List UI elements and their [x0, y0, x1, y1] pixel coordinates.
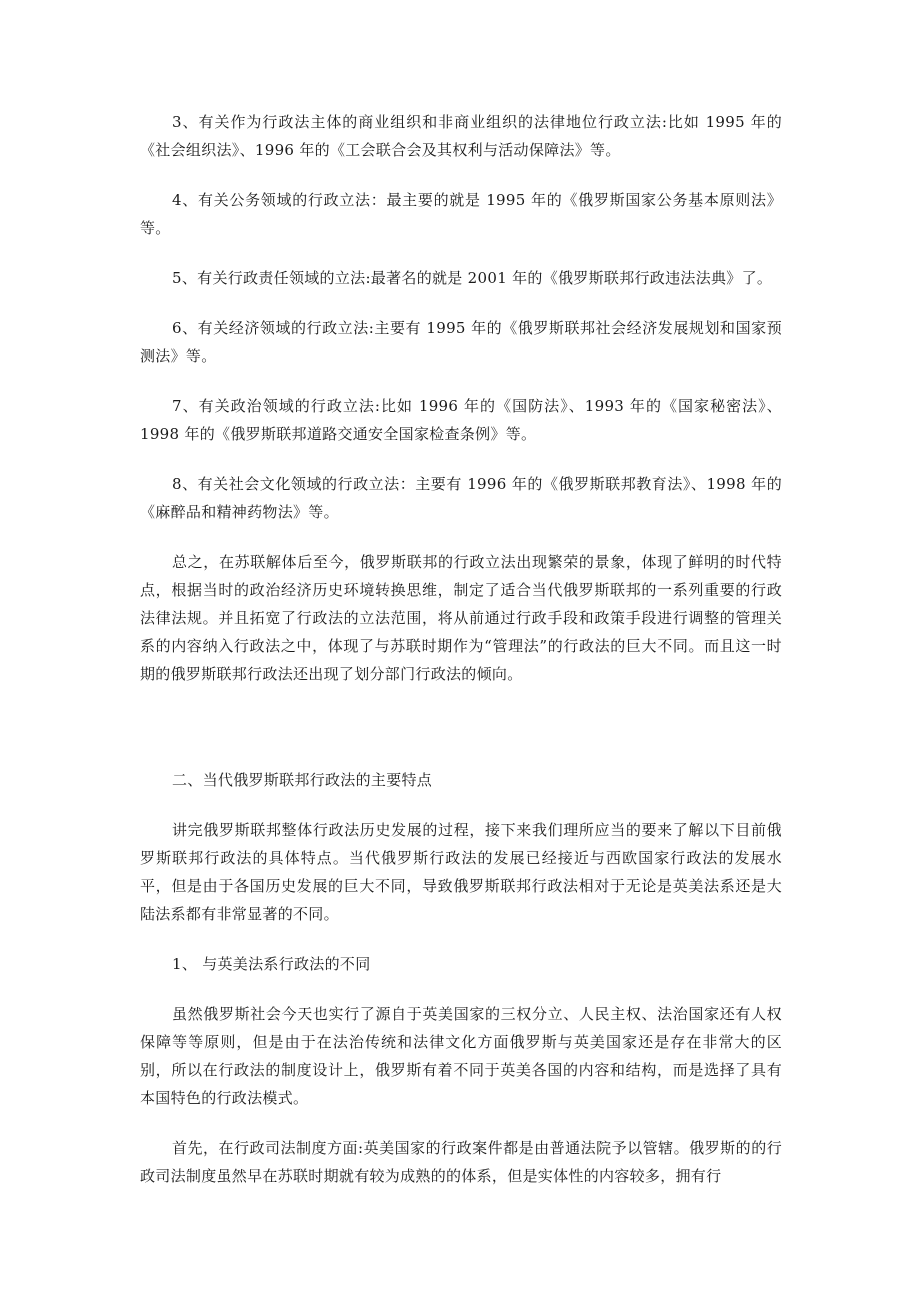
paragraph-item-5: 5、有关行政责任领域的立法:最著名的就是 2001 年的《俄罗斯联邦行政违法法典》了。: [172, 269, 773, 287]
paragraph-item-4: 4、有关公务领域的行政立法：最主要的就是 1995 年的《俄罗斯国家公务基本原则法》等。: [140, 191, 782, 237]
paragraph-item-8: 8、有关社会文化领域的行政立法：主要有 1996 年的《俄罗斯联邦教育法》、1998 年的《麻醉品和精神药物法》等。: [140, 475, 782, 521]
paragraph-item-3: 3、有关作为行政法主体的商业组织和非商业组织的法律地位行政立法:比如 1995 年的《社会组织法》、1996 年的《工会联合会及其权利与活动保障法》等。: [140, 113, 782, 159]
paragraph-item-7: 7、有关政治领域的行政立法:比如 1996 年的《国防法》、1993 年的《国家秘密法》、1998 年的《俄罗斯联邦道路交通安全国家检查条例》等。: [140, 397, 782, 443]
paragraph-judicial: 首先，在行政司法制度方面:英美国家的行政案件都是由普通法院予以管辖。俄罗斯的的行政司法制度虽然早在苏联时期就有较为成熟的的体系，但是实体性的内容较多，拥有行: [140, 1139, 782, 1185]
paragraph-comparison: 虽然俄罗斯社会今天也实行了源自于英美国家的三权分立、人民主权、法治国家还有人权保障等等原则，但是由于在法治传统和法律文化方面俄罗斯与英美国家还是存在非常大的区别，所以在行政法的制度设计上，俄罗斯有着不同于英美各国的内容和结构，而是选择了具有本国特色的行政法模式。: [140, 1005, 782, 1107]
paragraph-summary: 总之，在苏联解体后至今，俄罗斯联邦的行政立法出现繁荣的景象，体现了鲜明的时代特点，根据当时的政治经济历史环境转换思维，制定了适合当代俄罗斯联邦的一系列重要的行政法律法规。并且拓宽了行政法的立法范围，将从前通过行政手段和政策手段进行调整的管理关系的内容纳入行政法之中，体现了与苏联时期作为“管理法”的行政法的巨大不同。而且这一时期的俄罗斯联邦行政法还出现了划分部门行政法的倾向。: [140, 553, 782, 683]
paragraph-item-6: 6、有关经济领域的行政立法:主要有 1995 年的《俄罗斯联邦社会经济发展规划和国家预测法》等。: [140, 319, 782, 365]
section-heading: 二、当代俄罗斯联邦行政法的主要特点: [172, 771, 433, 789]
paragraph-intro: 讲完俄罗斯联邦整体行政法历史发展的过程，接下来我们理所应当的要来了解以下目前俄罗斯联邦行政法的具体特点。当代俄罗斯行政法的发展已经接近与西欧国家行政法的发展水平，但是由于各国历史发展的巨大不同，导致俄罗斯联邦行政法相对于无论是英美法系还是大陆法系都有非常显著的不同。: [140, 821, 782, 923]
document-page: [140, 108, 782, 1190]
subsection-heading: 1、 与英美法系行政法的不同: [172, 955, 371, 973]
